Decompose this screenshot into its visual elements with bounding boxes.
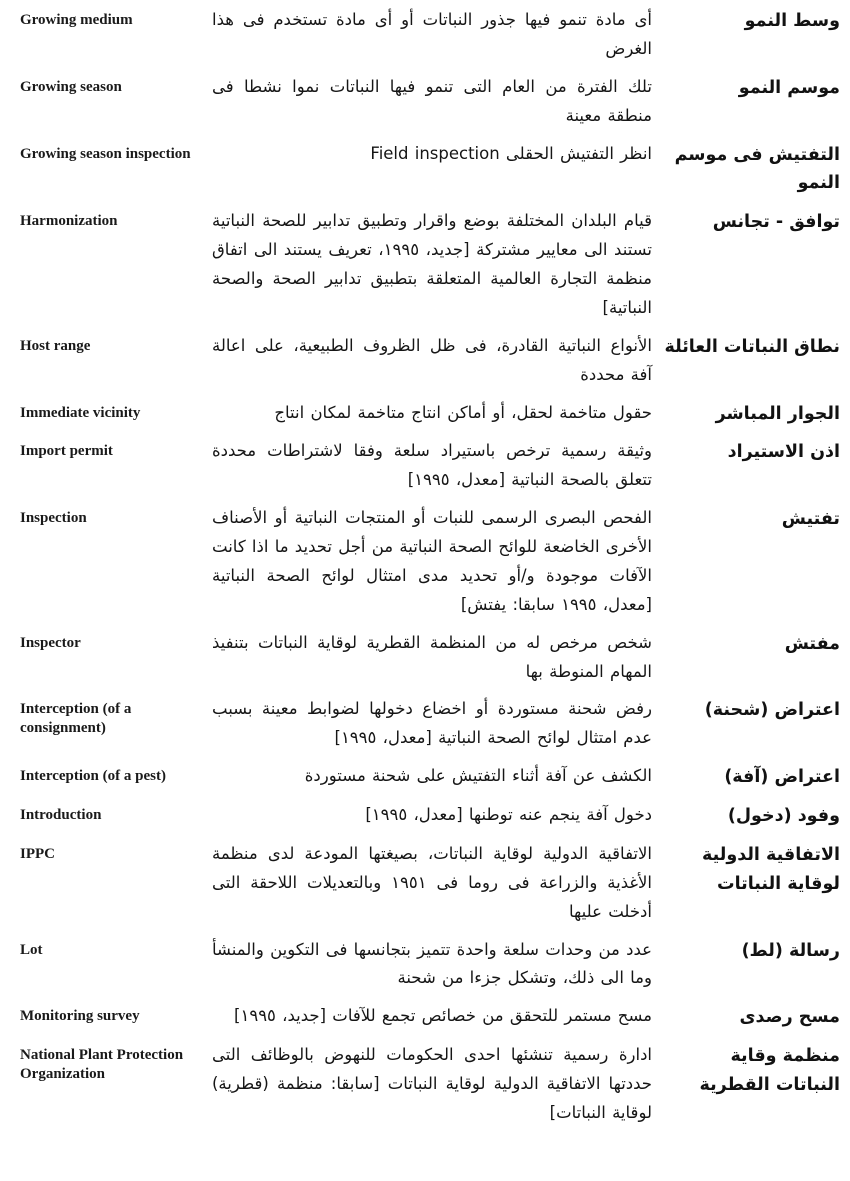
- arabic-definition: انظر التفتيش الحقلى Field inspection: [370, 143, 652, 163]
- english-term: Growing season inspection: [20, 145, 191, 162]
- glossary-table: [10, 6, 844, 1128]
- arabic-term: توافق - تجانس: [712, 212, 840, 233]
- arabic-term: وسط النمو: [744, 11, 840, 31]
- arabic-term: التفتيش فى موسم النمو: [674, 144, 840, 194]
- english-term: Lot: [20, 941, 43, 958]
- arabic-term: اعتراض (شحنة): [704, 700, 840, 721]
- arabic-definition: شخص مرخص له من المنظمة القطرية لوقاية النباتات بتنفيذ المهام المنوطة بها: [212, 632, 652, 681]
- arabic-definition: الكشف عن آفة أثناء التفتيش على شحنة مستوردة: [304, 766, 652, 786]
- arabic-definition: الاتفاقية الدولية لوقاية النباتات، بصيغتها المودعة لدى منظمة الأغذية والزراعة فى روما فى ١٩٥١ وبالتعديلات اللاحقة التى أدخلت عليها: [212, 843, 652, 921]
- arabic-term: نطاق النباتات العائلة: [664, 336, 840, 357]
- arabic-term: منظمة وقاية النباتات القطرية: [699, 1046, 840, 1095]
- arabic-term: وفود (دخول): [727, 806, 840, 826]
- arabic-definition: تلك الفترة من العام التى تنمو فيها النباتات نموا نشطا فى منطقة معينة: [212, 76, 652, 125]
- arabic-term: مفتش: [784, 633, 840, 654]
- arabic-definition: دخول آفة ينجم عنه توطنها [معدل، ١٩٩٥]: [365, 805, 652, 824]
- arabic-definition: وثيقة رسمية ترخص باستيراد سلعة وفقا لاشتراطات محددة تتعلق بالصحة النباتية [معدل، ١٩٩٥]: [212, 441, 652, 490]
- arabic-term: موسم النمو: [738, 77, 840, 98]
- glossary-row: [10, 695, 844, 753]
- english-term: Host range: [20, 337, 91, 354]
- arabic-term: اعتراض (آفة): [724, 767, 840, 788]
- glossary-row: [10, 332, 844, 390]
- english-term: Monitoring survey: [20, 1008, 140, 1025]
- glossary-row: [10, 73, 844, 131]
- glossary-row: [10, 840, 844, 927]
- glossary-row: [10, 801, 844, 831]
- glossary-row: [10, 504, 844, 620]
- arabic-term: مسح رصدى: [739, 1007, 840, 1028]
- arabic-term: الاتفاقية الدولية لوقاية النباتات: [702, 844, 840, 894]
- english-term: Import permit: [20, 443, 113, 460]
- glossary-row: [10, 6, 844, 64]
- arabic-term: تفتيش: [781, 509, 840, 530]
- arabic-definition: مسح مستمر للتحقق من خصائص تجمع للآفات [جديد، ١٩٩٥]: [234, 1006, 652, 1026]
- english-term: Inspection: [20, 510, 87, 527]
- glossary-row: [10, 399, 844, 429]
- english-term: Inspector: [20, 634, 81, 651]
- arabic-definition: حقول متاخمة لحقل، أو أماكن انتاج متاخمة لمكان انتاج: [274, 402, 652, 422]
- arabic-definition: رفض شحنة مستوردة أو اخضاع دخولها لضوابط معينة بسبب عدم امتثال لوائح الصحة النباتية [معدل، ١٩٩٥]: [212, 699, 652, 748]
- english-term: Interception (of a consignment): [20, 701, 132, 737]
- glossary-row: [10, 762, 844, 792]
- arabic-definition: الفحص البصرى الرسمى للنبات أو المنتجات النباتية أو الأصناف الأخرى الخاضعة للوائح الصحة النباتية من أجل تحديد ما اذا كانت الآفات موجودة و/أو تحديد مدى امتثال لوائح الصحة النباتية [معدل، ١٩٩٥ سابقا: يفتش]: [212, 508, 652, 614]
- arabic-definition: ادارة رسمية تنشئها احدى الحكومات للنهوض بالوظائف التى حددتها الاتفاقية الدولية لوقاية النباتات [سابقا: منظمة (قطرية) لوقاية النباتات]: [212, 1045, 652, 1122]
- glossary-row: [10, 1002, 844, 1032]
- arabic-term: رسالة (لط): [741, 940, 840, 961]
- glossary-row: [10, 629, 844, 687]
- english-term: Interception (of a pest): [20, 768, 166, 785]
- glossary-row: [10, 936, 844, 994]
- arabic-term: اذن الاستيراد: [727, 442, 840, 463]
- glossary-row: [10, 207, 844, 323]
- english-term: Harmonization: [20, 213, 118, 230]
- english-term: Immediate vicinity: [20, 404, 141, 421]
- glossary-row: [10, 1041, 844, 1128]
- english-term: Growing season: [20, 78, 122, 95]
- english-term: Introduction: [20, 807, 102, 823]
- arabic-term: الجوار المباشر: [715, 403, 840, 424]
- glossary-row: [10, 437, 844, 495]
- english-term: National Plant Protection Organization: [20, 1047, 184, 1082]
- arabic-definition: عدد من وحدات سلعة واحدة تتميز بتجانسها فى التكوين والمنشأ وما الى ذلك، وتشكل جزءا من شحنة: [212, 939, 652, 988]
- english-term: IPPC: [20, 845, 55, 862]
- glossary-row: [10, 140, 844, 199]
- english-term: Growing medium: [20, 12, 133, 28]
- arabic-definition: الأنواع النباتية القادرة، فى ظل الظروف الطبيعية، على اعالة آفة محددة: [212, 335, 652, 384]
- arabic-definition: قيام البلدان المختلفة بوضع واقرار وتطبيق تدابير للصحة النباتية تستند الى معايير مشتركة [جديد، ١٩٩٥، تعريف يستند الى اتفاق منظمة التجارة العالمية المتعلقة بتطبيق تدابير الصحة والصحة النباتية]: [212, 211, 652, 317]
- arabic-definition: أى مادة تنمو فيها جذور النباتات أو أى مادة تستخدم فى هذا الغرض: [212, 10, 652, 58]
